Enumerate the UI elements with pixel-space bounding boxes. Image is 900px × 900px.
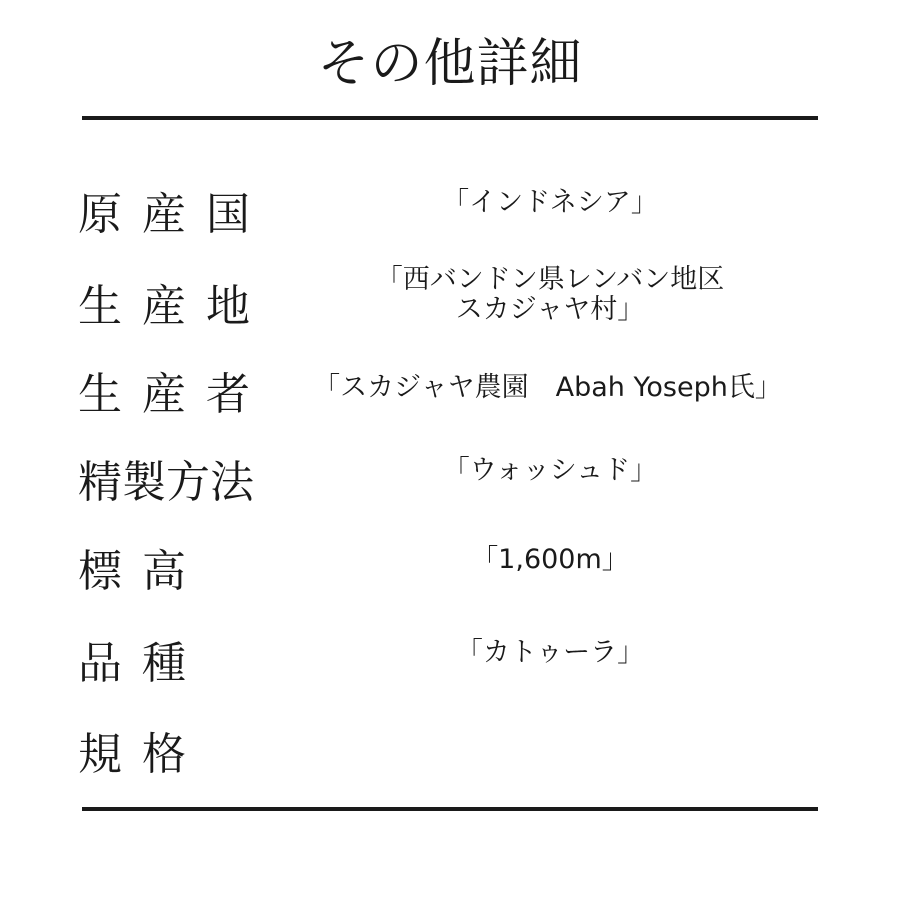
origin-country-label: 原産国: [78, 189, 270, 240]
production-area-value: 「西バンドン県レンバン地区 スカジャヤ村」: [375, 264, 725, 325]
variety-value: 「カトゥーラ」: [455, 637, 645, 668]
top-divider: [82, 116, 818, 120]
producer-value: 「スカジャヤ農園 Abah Yoseph氏」: [313, 372, 782, 403]
grade-label: 規格: [78, 729, 206, 780]
altitude-label: 標高: [78, 546, 206, 597]
processing-method-label: 精製方法: [78, 457, 254, 508]
altitude-value: 「1,600m」: [471, 544, 629, 575]
producer-label: 生産者: [78, 369, 270, 420]
page-title: その他詳細: [317, 34, 583, 94]
variety-label: 品種: [78, 638, 206, 689]
origin-country-value: 「インドネシア」: [442, 187, 658, 218]
bottom-divider: [82, 807, 818, 811]
processing-method-value: 「ウォッシュド」: [442, 455, 658, 486]
production-area-label: 生産地: [78, 281, 270, 332]
